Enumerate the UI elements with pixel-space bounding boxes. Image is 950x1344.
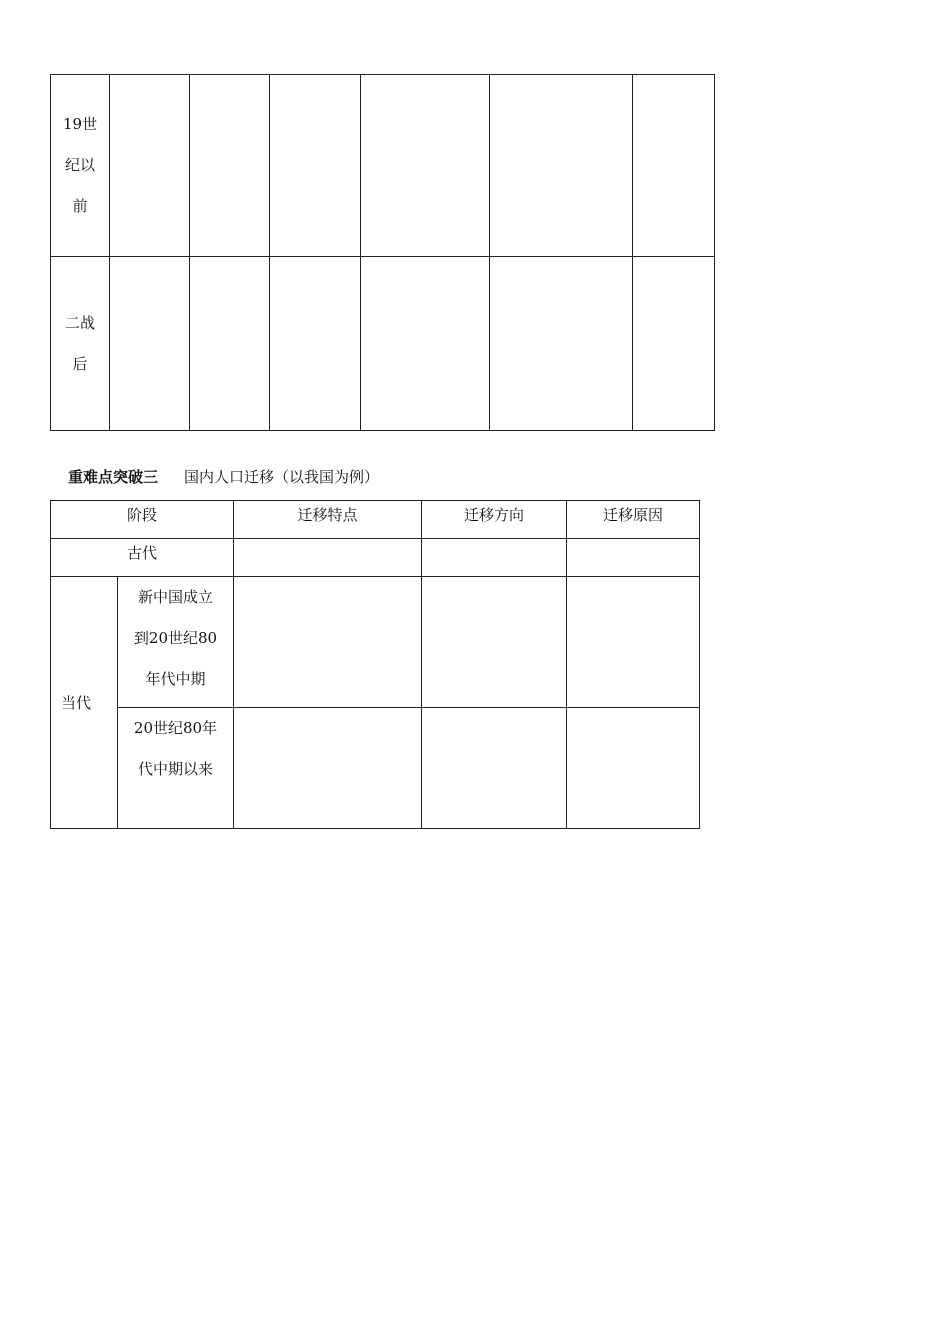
empty-cell[interactable] [110, 75, 190, 257]
empty-cell[interactable] [270, 257, 361, 431]
empty-cell[interactable] [422, 577, 567, 708]
empty-cell[interactable] [567, 577, 700, 708]
empty-cell[interactable] [422, 708, 567, 829]
table-row [51, 539, 700, 577]
empty-cell[interactable] [190, 75, 270, 257]
table-migration-domestic [50, 500, 700, 829]
label-line: 20世纪80年 [133, 719, 218, 737]
empty-cell[interactable] [361, 75, 489, 257]
empty-cell[interactable] [567, 539, 700, 577]
empty-cell[interactable] [234, 539, 422, 577]
row-label-post-wwii [51, 257, 110, 431]
label-line: 后 [72, 354, 88, 373]
empty-cell[interactable] [632, 257, 714, 431]
section-heading-bold: 重难点突破三 [68, 468, 159, 486]
section-heading [68, 466, 379, 488]
empty-cell[interactable] [422, 539, 567, 577]
empty-cell[interactable] [270, 75, 361, 257]
table-migration-international [50, 74, 715, 431]
empty-cell[interactable] [361, 257, 489, 431]
empty-cell[interactable] [567, 708, 700, 829]
empty-cell[interactable] [489, 257, 632, 431]
header-characteristics: 迁移特点 [234, 501, 422, 539]
label-line: 前 [72, 197, 88, 215]
empty-cell[interactable] [489, 75, 632, 257]
table-row [51, 257, 715, 431]
label-line: 年代中期 [145, 670, 206, 688]
label-line: 新中国成立 [137, 588, 213, 606]
label-line: 二战 [65, 313, 96, 332]
empty-cell[interactable] [110, 257, 190, 431]
empty-cell[interactable] [234, 577, 422, 708]
table-row [51, 75, 715, 257]
empty-cell[interactable] [190, 257, 270, 431]
row-label-pre-19th-century [51, 75, 110, 257]
label-line: 代中期以来 [137, 760, 213, 778]
subrow-label-1949-1985 [118, 577, 234, 708]
subrow-label-since-1985 [118, 708, 234, 829]
table-header-row [51, 501, 700, 539]
row-label-contemporary: 当代 [51, 577, 118, 829]
label-line: 纪以 [65, 156, 96, 174]
empty-cell[interactable] [632, 75, 714, 257]
header-direction: 迁移方向 [422, 501, 567, 539]
header-reason: 迁移原因 [567, 501, 700, 539]
empty-cell[interactable] [234, 708, 422, 829]
label-line: 19世 [62, 115, 98, 133]
table-row [51, 708, 700, 829]
table-row [51, 577, 700, 708]
section-heading-text: 国内人口迁移（以我国为例） [184, 468, 380, 486]
header-stage: 阶段 [51, 501, 234, 539]
label-line: 到20世纪80 [133, 629, 218, 647]
row-label-ancient: 古代 [51, 539, 234, 577]
